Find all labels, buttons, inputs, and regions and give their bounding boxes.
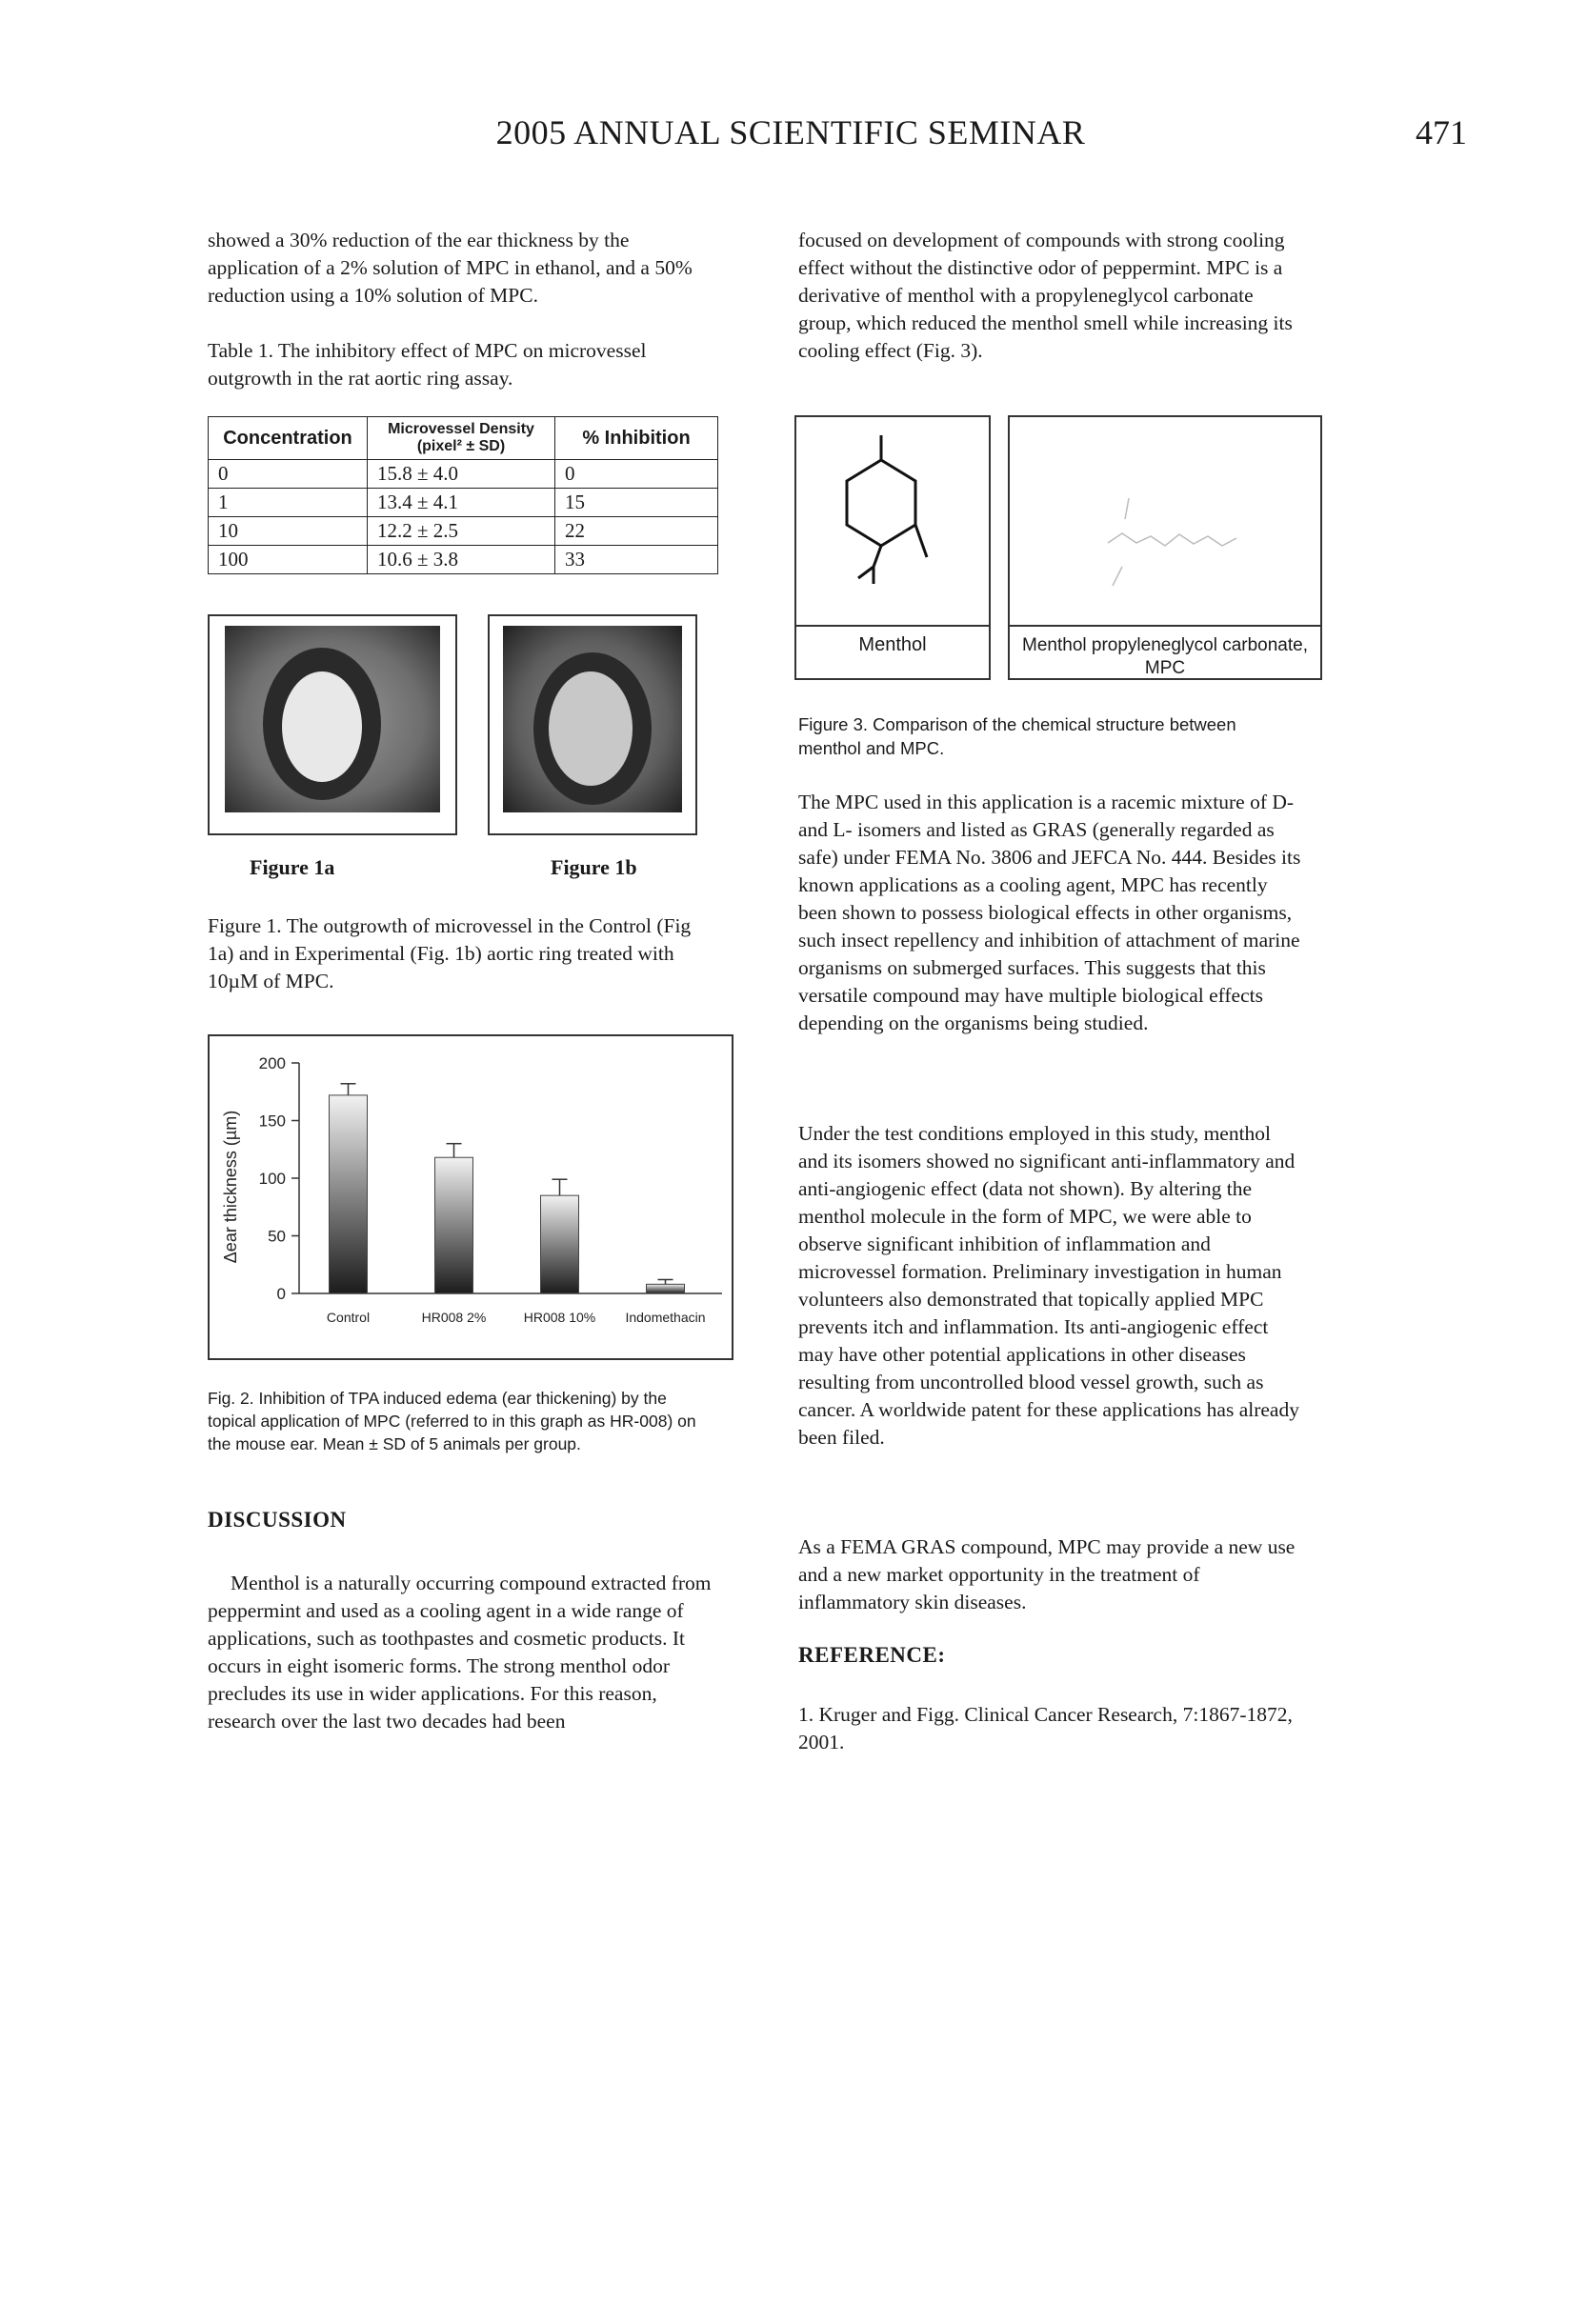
table-row	[209, 517, 718, 546]
paragraph-test-conditions: Under the test conditions employed in this study, menthol and its isomers showed no significant anti-inflammatory and anti-angiogenic effect (data not shown). By altering the menthol molecule in the form of MPC, we were able to observe significant inhibition of inflammation and microvessel formation. Preliminary investigation in human volunteers also demonstrated that topically applied MPC prevents itch and inflammation. Its anti-angiogenic effect may have other potential applications in other diseases resulting from uncontrolled blood vessel growth, such as cancer. A worldwide patent for these applications has already been filed.	[798, 1122, 1299, 1449]
figure-2-caption: Fig. 2. Inhibition of TPA induced edema (ear thickening) by the topical application of MPC (referred to in this graph as HR-008) on the mouse ear. Mean ± SD of 5 animals per group.	[208, 1389, 696, 1453]
bar	[647, 1284, 685, 1293]
figure-1a-label: Figure 1a	[250, 855, 335, 879]
bar	[541, 1195, 579, 1293]
table-cell: 15	[555, 489, 718, 517]
table-row	[209, 460, 718, 489]
microvessel-table	[208, 416, 718, 574]
figure-2-chart	[208, 1034, 733, 1360]
x-tick-label: Control	[326, 1310, 371, 1325]
paragraph-mpc-gras: The MPC used in this application is a racemic mixture of D- and L- isomers and listed as GRAS (generally regarded as safe) under FEMA No. 3806 and JEFCA No. 444. Besides its known applications as a cooling agent, MPC has recently been shown to possess biological effects in other organisms, such insect repellency and inhibition of attachment of marine organisms on submerged surfaces. This suggests that this versatile compound may have multiple biological effects depending on the organisms being studied.	[798, 791, 1301, 1034]
figure-1b-image	[488, 614, 697, 835]
table-cell: 0	[209, 460, 368, 489]
table-cell: 33	[555, 546, 718, 574]
table-cell: 15.8 ± 4.0	[368, 460, 555, 489]
table-header-cell: % Inhibition	[555, 417, 718, 460]
intro-paragraph-left: showed a 30% reduction of the ear thickness by the application of a 2% solution of MPC in ethanol, and a 50% reduction using a 10% solution of MPC.	[208, 229, 693, 307]
table-cell: 10	[209, 517, 368, 546]
x-tick-label: HR008 2%	[421, 1310, 487, 1325]
y-tick-label: 50	[268, 1227, 286, 1246]
figure-3-caption: Figure 3. Comparison of the chemical structure between menthol and MPC.	[798, 714, 1236, 758]
mpc-label: Menthol propyleneglycol carbonate, MPC	[1022, 635, 1308, 678]
reference-heading: REFERENCE:	[798, 1643, 946, 1667]
discussion-heading: DISCUSSION	[208, 1508, 347, 1532]
bar	[435, 1157, 473, 1293]
menthol-label: Menthol	[858, 634, 927, 655]
figure-1-caption: Figure 1. The outgrowth of microvessel in the Control (Fig 1a) and in Experimental (Fig. 1b) aortic ring treated with 10µM of MPC.	[208, 914, 692, 992]
y-tick-label: 150	[258, 1112, 286, 1131]
y-tick-label: 200	[258, 1054, 286, 1072]
table-cell: 100	[209, 546, 368, 574]
table-header-row	[209, 417, 718, 460]
table-header-cell: Microvessel Density (pixel² ± SD)	[368, 417, 555, 460]
y-axis-label: Δear thickness (µm)	[221, 1110, 240, 1264]
table-cell: 0	[555, 460, 718, 489]
reference-item: 1. Kruger and Figg. Clinical Cancer Research, 7:1867-1872, 2001.	[798, 1703, 1293, 1753]
figure-1b-label: Figure 1b	[551, 855, 637, 879]
table-caption: Table 1. The inhibitory effect of MPC on microvessel outgrowth in the rat aortic ring assay.	[208, 339, 647, 390]
bar	[330, 1095, 368, 1293]
x-tick-label: Indomethacin	[625, 1310, 706, 1325]
intro-paragraph-right: focused on development of compounds with strong cooling effect without the distinctive odor of peppermint. MPC is a derivative of menthol with a propyleneglycol carbonate group, which reduced the menthol smell while increasing its cooling effect (Fig. 3).	[798, 229, 1293, 362]
discussion-paragraph: Menthol is a naturally occurring compound extracted from peppermint and used as a cooling agent in a wide range of applications, such as toothpastes and cosmetic products. It occurs in eight isomeric forms. The strong menthol odor precludes its use in wider applications. For this reason, research over the last two decades had been	[208, 1572, 712, 1733]
table-row	[209, 489, 718, 517]
running-header: 2005 ANNUAL SCIENTIFIC SEMINAR	[495, 113, 1086, 151]
y-tick-label: 100	[258, 1170, 286, 1188]
table-cell: 1	[209, 489, 368, 517]
paragraph-fema: As a FEMA GRAS compound, MPC may provide a new use and a new market opportunity in the treatment of inflammatory skin diseases.	[798, 1535, 1296, 1613]
page-number: 471	[1416, 113, 1467, 151]
table-cell: 12.2 ± 2.5	[368, 517, 555, 546]
table-row	[209, 546, 718, 574]
table-header-cell: Concentration	[209, 417, 368, 460]
table-cell: 22	[555, 517, 718, 546]
figure-1a-image	[208, 614, 457, 835]
x-tick-label: HR008 10%	[523, 1310, 596, 1325]
table-cell: 13.4 ± 4.1	[368, 489, 555, 517]
y-tick-label: 0	[276, 1285, 286, 1303]
table-cell: 10.6 ± 3.8	[368, 546, 555, 574]
